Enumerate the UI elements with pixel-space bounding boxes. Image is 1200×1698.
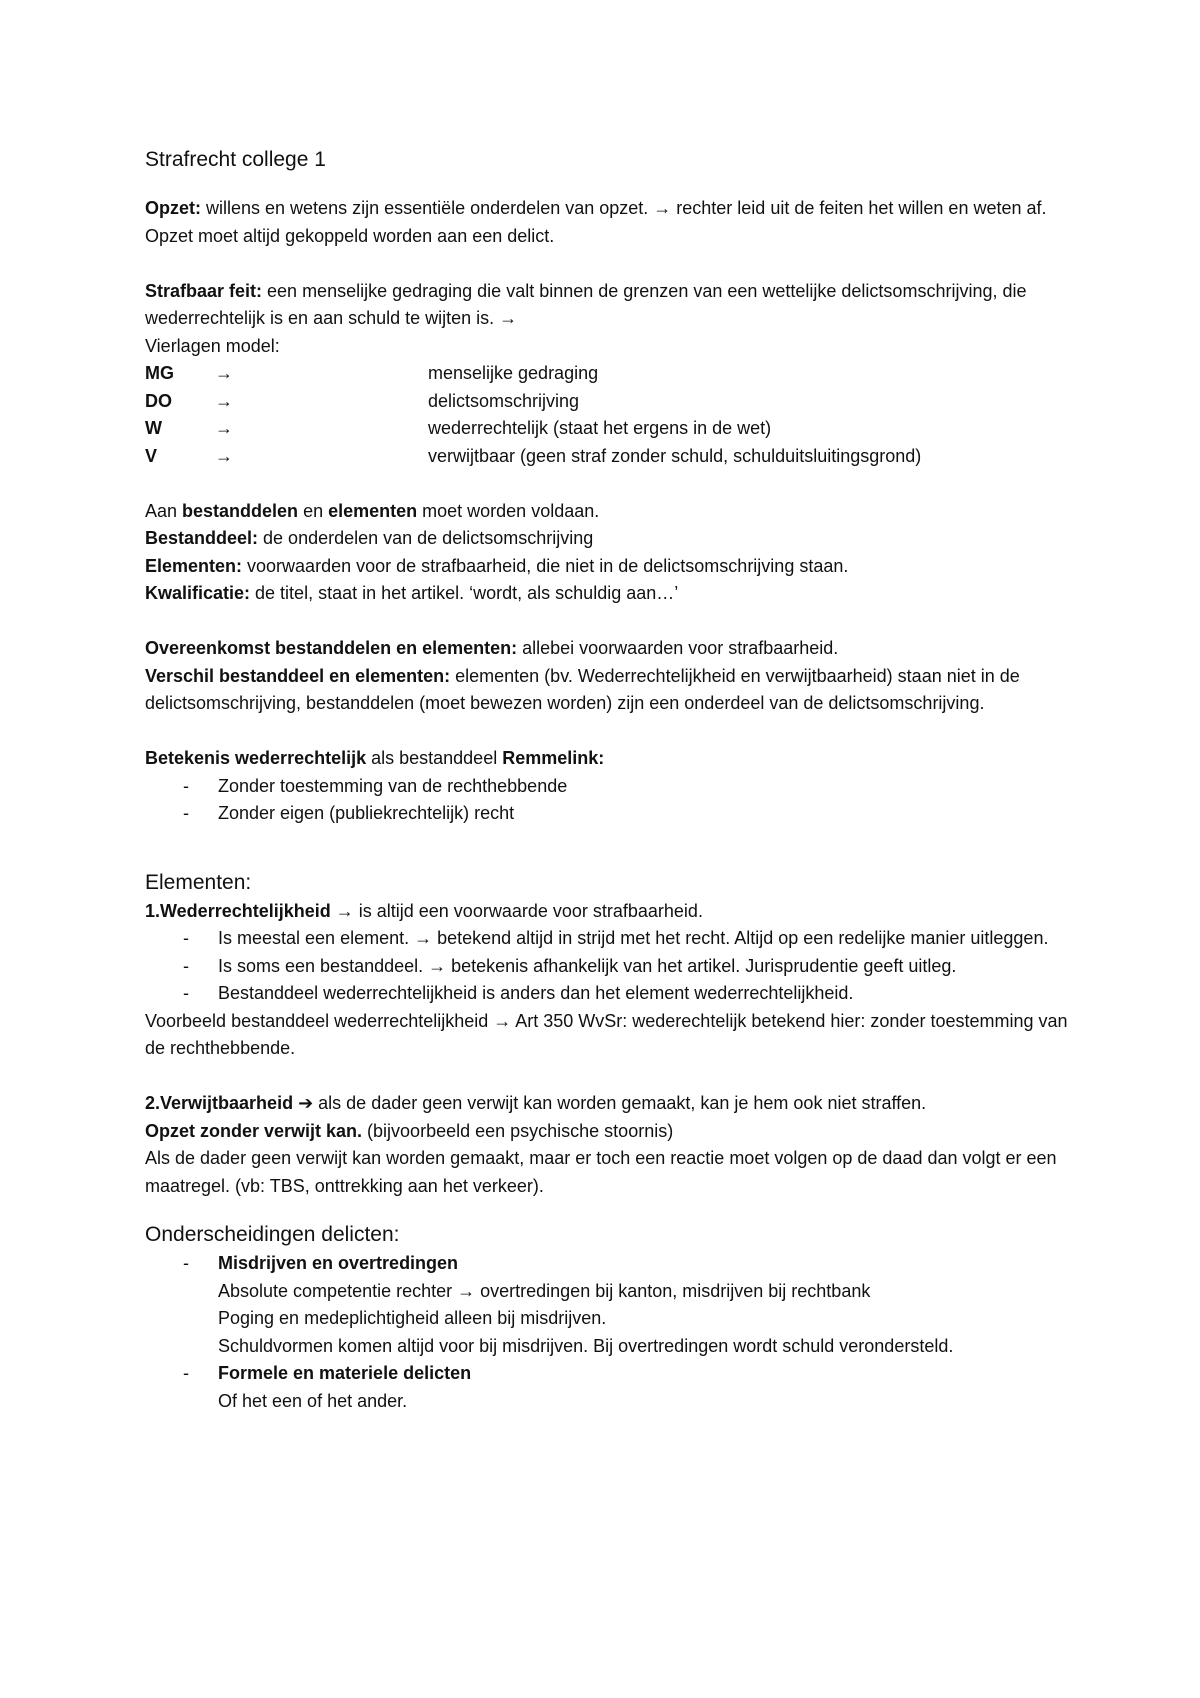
document-title: Strafrecht college 1 bbox=[145, 148, 326, 171]
list-item: - Zonder toestemming van de rechthebbende bbox=[145, 773, 1075, 801]
item-line: Absolute competentie rechter → overtredingen bij kanton, misdrijven bij rechtbank bbox=[218, 1280, 871, 1301]
model-row: V → verwijtbaar (geen straf zonder schuld, schulduitsluitingsgrond) bbox=[145, 443, 1075, 471]
arrow-right-icon: → bbox=[215, 445, 233, 466]
list-item: - Is soms een bestanddeel. → betekenis afhankelijk van het artikel. Jurisprudentie geeft uitleg. bbox=[145, 953, 1075, 981]
list-item: - Zonder eigen (publiekrechtelijk) recht bbox=[145, 800, 1075, 828]
elementen-definition: Elementen: voorwaarden voor de strafbaarheid, die niet in de delictsomschrijving staan. bbox=[145, 555, 849, 576]
item-line: Schuldvormen komen altijd voor bij misdrijven. Bij overtredingen wordt schuld verondersteld. bbox=[218, 1335, 954, 1356]
wederrechtelijkheid-list bbox=[145, 925, 1075, 1008]
elementen-heading: Elementen: bbox=[145, 870, 252, 894]
arrow-right-icon: ➔ bbox=[293, 1093, 314, 1113]
list-item: - Bestanddeel wederrechtelijkheid is anders dan het element wederrechtelijkheid. bbox=[145, 980, 1075, 1008]
wederrechtelijkheid-line: 1.Wederrechtelijkheid → is altijd een voorwaarde voor strafbaarheid. bbox=[145, 900, 703, 921]
model-row: MG → menselijke gedraging bbox=[145, 360, 1075, 388]
betekenis-list bbox=[145, 773, 1075, 828]
bestanddelen-intro: Aan bestanddelen en elementen moet worden voldaan. bbox=[145, 500, 600, 521]
bestanddeel-definition: Bestanddeel: de onderdelen van de delictsomschrijving bbox=[145, 528, 594, 548]
wederrechtelijkheid-example: Voorbeeld bestanddeel wederrechtelijkheid → Art 350 WvSr: wederechtelijk betekend hier: zonder toestemming van de rechthebbende. bbox=[145, 1010, 1068, 1058]
model-row: W → wederrechtelijk (staat het ergens in de wet) bbox=[145, 415, 1075, 443]
maatregel-paragraph: Als de dader geen verwijt kan worden gemaakt, maar er toch een reactie moet volgen op de daad dan volgt er een maatregel. (vb: TBS, onttrekking aan het verkeer). bbox=[145, 1148, 1057, 1196]
verwijtbaarheid-line: 2.Verwijtbaarheid ➔ als de dader geen verwijt kan worden gemaakt, kan je hem ook niet straffen. bbox=[145, 1093, 927, 1113]
list-item: - Is meestal een element. → betekend altijd in strijd met het recht. Altijd op een redelijke manier uitleggen. bbox=[145, 925, 1075, 953]
betekenis-heading: Betekenis wederrechtelijk als bestanddeel Remmelink: bbox=[145, 748, 605, 768]
opzet-term: Opzet: bbox=[145, 198, 201, 218]
onderscheidingen-heading: Onderscheidingen delicten: bbox=[145, 1223, 400, 1246]
opzet-note: Opzet moet altijd gekoppeld worden aan een delict. bbox=[145, 225, 555, 246]
item-line: Poging en medeplichtigheid alleen bij misdrijven. bbox=[218, 1308, 607, 1328]
arrow-right-icon: → bbox=[215, 390, 233, 411]
model-row: DO → delictsomschrijving bbox=[145, 388, 1075, 416]
onderscheidingen-list bbox=[145, 1360, 1075, 1388]
strafbaar-feit-term: Strafbaar feit: bbox=[145, 280, 263, 301]
opzet-zonder-verwijt-line: Opzet zonder verwijt kan. (bijvoorbeeld een psychische stoornis) bbox=[145, 1120, 674, 1141]
arrow-right-icon: → bbox=[215, 363, 233, 383]
item-line: Of het een of het ander. bbox=[218, 1390, 408, 1411]
document-content bbox=[145, 145, 1075, 1415]
list-item bbox=[145, 1250, 1075, 1278]
kwalificatie-definition: Kwalificatie: de titel, staat in het artikel. ‘wordt, als schuldig aan…’ bbox=[145, 583, 679, 603]
list-item bbox=[145, 1360, 1075, 1388]
list-item-title: Misdrijven en overtredingen bbox=[218, 1253, 459, 1273]
strafbaar-feit-definition: Strafbaar feit: een menselijke gedraging die valt binnen de grenzen van een wettelijke delictsomschrijving, die wederrechtelijk is en aan schuld te wijten is. → bbox=[145, 280, 1027, 328]
verschil-paragraph: Verschil bestanddeel en elementen: elementen (bv. Wederrechtelijkheid en verwijtbaarheid) staan niet in de delictsomschrijving, bestanddelen (moet bewezen worden) zijn een onderdeel van de delictsomschrijving. bbox=[145, 665, 1020, 713]
opzet-definition: Opzet: willens en wetens zijn essentiële onderdelen van opzet. → rechter leid uit de feiten het willen en weten af. bbox=[145, 198, 1047, 218]
list-item-title: Formele en materiele delicten bbox=[218, 1363, 472, 1383]
arrow-right-icon: → bbox=[215, 418, 233, 438]
onderscheidingen-list bbox=[145, 1250, 1075, 1278]
vierlagen-label: Vierlagen model: bbox=[145, 335, 280, 356]
overeenkomst-paragraph: Overeenkomst bestanddelen en elementen: allebei voorwaarden voor strafbaarheid. bbox=[145, 638, 839, 658]
